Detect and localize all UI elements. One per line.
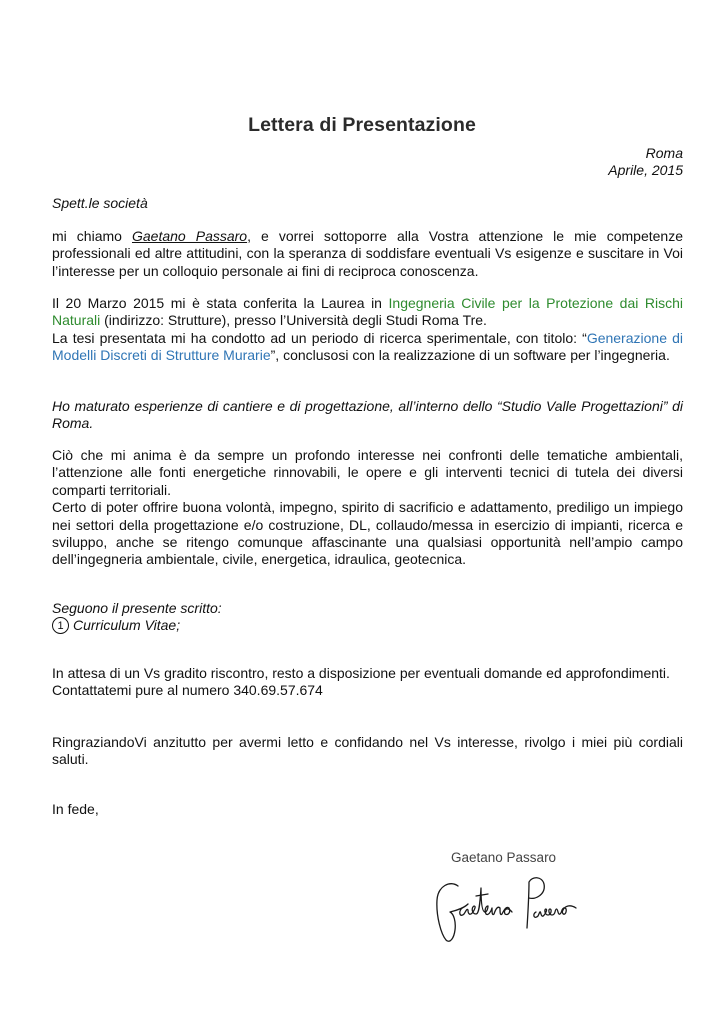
letter-title: Lettera di Presentazione — [248, 114, 476, 136]
education-post: (indirizzo: Strutture), presso l’Università degli Studi Roma Tre. — [100, 312, 487, 329]
thesis-title: Generazione di Modelli Discreti di Strutture Murarie — [52, 329, 683, 364]
attachment-label: Curriculum Vitae; — [73, 617, 181, 634]
paragraph-experience: Ho maturato esperienze di cantiere e di progettazione, all’interno dello “Studio Valle Progettazioni” di Roma. — [52, 398, 683, 432]
thesis-post: ”, conclusosi con la realizzazione di un software per l’ingegneria. — [270, 347, 670, 364]
contact-phone: Contattatemi pure al numero 340.69.57.674 — [52, 682, 323, 699]
paragraph-contact — [52, 665, 683, 700]
attachment-number: 1 — [52, 617, 69, 634]
paragraph-interests — [52, 447, 683, 569]
date: Aprile, 2015 — [608, 162, 683, 178]
attachments-block — [52, 600, 683, 635]
place-date-block — [608, 145, 683, 179]
closing: In fede, — [52, 801, 99, 817]
paragraph-thanks: RingraziandoVi anzitutto per avermi letto e confidando nel Vs interesse, rivolgo i miei più cordiali saluti. — [52, 734, 683, 768]
paragraph-education — [52, 295, 683, 365]
contact-request: In attesa di un Vs gradito riscontro, resto a disposizione per eventuali domande ed approfondimenti. — [52, 665, 670, 681]
handwritten-signature — [428, 868, 588, 950]
paragraph-introduction — [52, 228, 683, 280]
signature-name: Gaetano Passaro — [451, 850, 557, 865]
intro-post: , e vorrei sottoporre alla Vostra attenzione le mie competenze professionali ed altre attitudini, con la speranza di soddisfare eventuali Vs esigenze e suscitare in Voi l’interesse per un colloquio personale ai fini di reciproca conoscenza. — [52, 228, 683, 279]
education-pre: Il 20 Marzo 2015 mi è stata conferita la Laurea in — [52, 295, 389, 311]
interests-text: Ciò che mi anima è da sempre un profondo interesse nei confronti delle tematiche ambientali, l’attenzione alle fonti energetiche rinnovabili, le opere e gli interventi tecnici di tutela dei diversi comparti territoriali. — [52, 447, 683, 498]
degree-name: Ingegneria Civile per la Protezione dai Rischi Naturali — [52, 295, 683, 329]
attachments-intro: Seguono il presente scritto: — [52, 600, 222, 616]
intro-pre: mi chiamo — [52, 228, 132, 244]
availability-text: Certo di poter offrire buona volontà, impegno, spirito di sacrificio e adattamento, prediligo un impiego nei settori della progettazione e/o costruzione, DL, collaudo/messa in esercizio di impianti, ricerca e sviluppo, anche se ritengo comunque affascinante una qualsiasi opportunità nell’ampio campo dell’ingegneria ambientale, civile, energetica, idraulica, geotecnica. — [52, 499, 683, 568]
place: Roma — [645, 145, 683, 161]
attachment-item — [52, 617, 683, 635]
thesis-pre: La tesi presentata mi ha condotto ad un periodo di ricerca sperimentale, con titolo: “ — [52, 329, 587, 346]
applicant-name: Gaetano Passaro — [131, 228, 248, 244]
salutation: Spett.le società — [52, 195, 148, 211]
